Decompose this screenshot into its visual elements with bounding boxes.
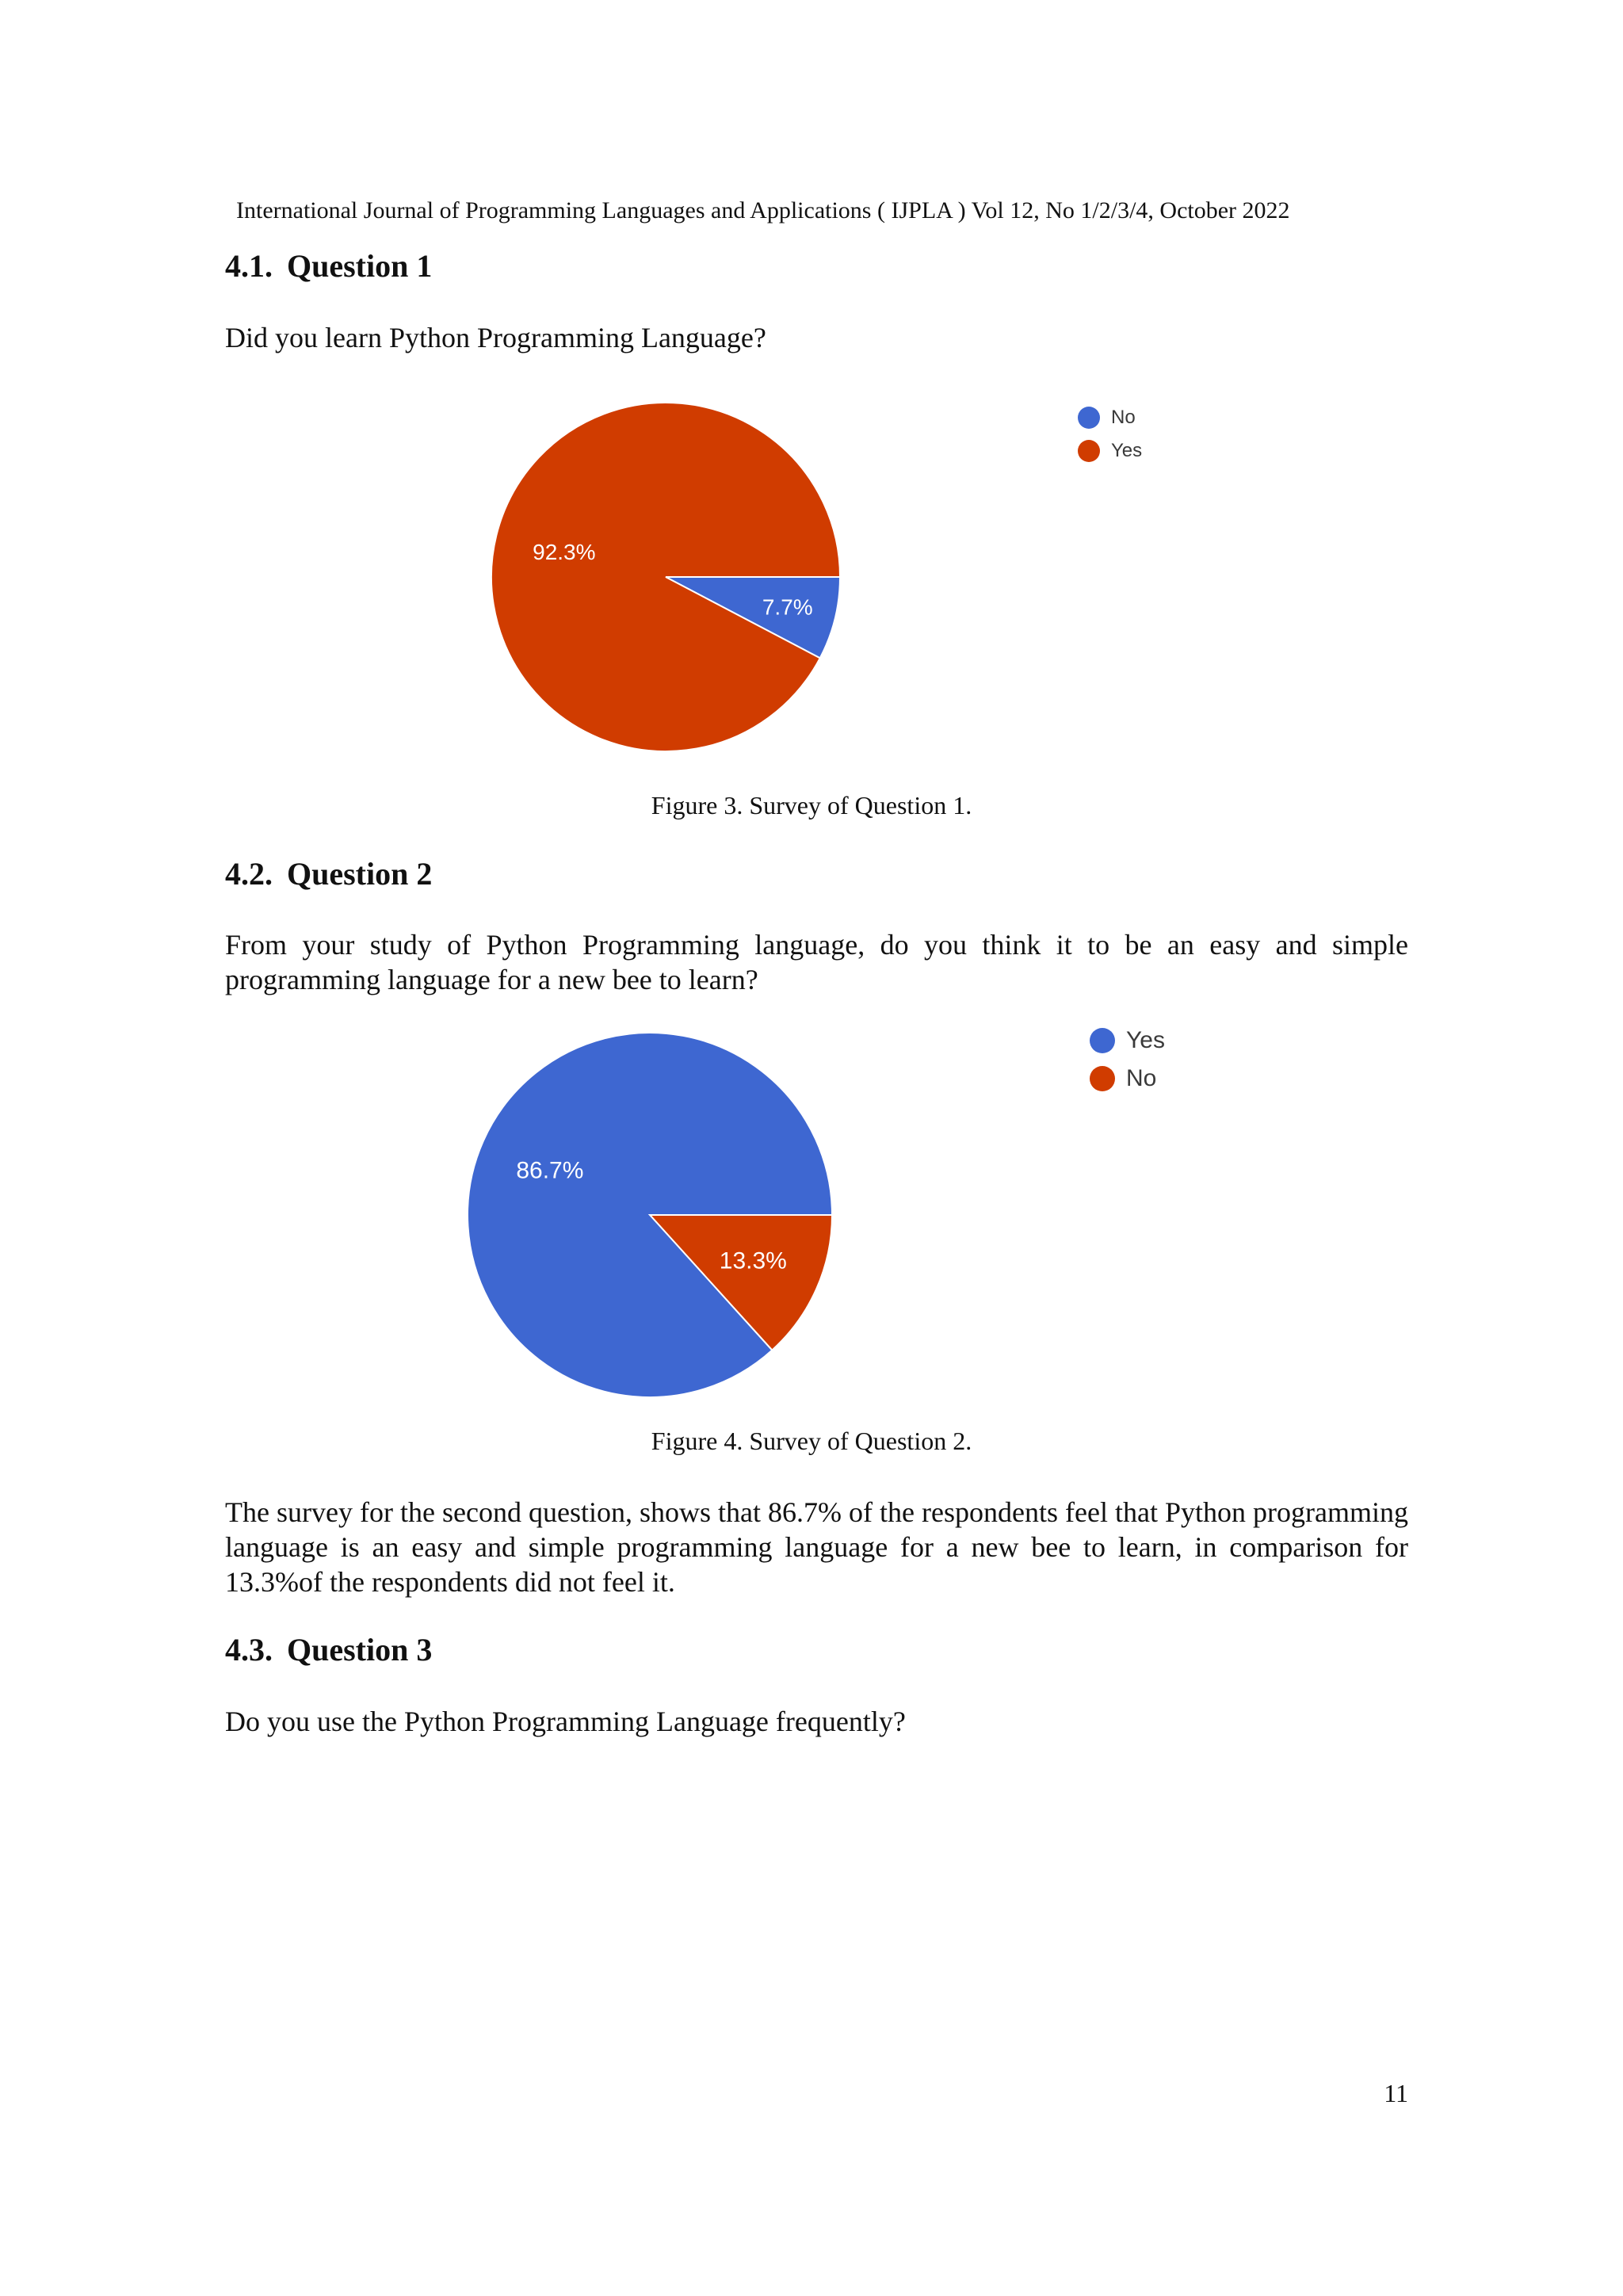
section-number: 4.2. [225, 856, 273, 892]
legend-swatch-yes [1078, 440, 1100, 462]
legend-swatch-no [1090, 1066, 1115, 1091]
legend-swatch-yes [1090, 1028, 1115, 1053]
legend-swatch-no [1078, 407, 1100, 429]
legend-label: No [1111, 407, 1136, 428]
legend-label: Yes [1111, 440, 1143, 461]
section-heading-4-3 [225, 1631, 432, 1668]
legend-item-no [1078, 401, 1142, 434]
section-number: 4.3. [225, 1632, 273, 1668]
question-2-summary: The survey for the second question, shows that 86.7% of the respondents feel that Python programming language is an easy and simple programming language for a new bee to learn, in comparison for 13.3%of the respondents did not feel it. [225, 1496, 1408, 1598]
question-1-text: Did you learn Python Programming Language? [225, 322, 766, 353]
section-title: Question 1 [287, 248, 433, 284]
pie-data-label: 13.3% [719, 1247, 787, 1274]
legend-item-yes [1078, 434, 1142, 468]
section-heading-4-2 [225, 855, 432, 892]
figure-4-caption: Figure 4. Survey of Question 2. [651, 1427, 972, 1455]
section-number: 4.1. [225, 248, 273, 284]
question-2-text: From your study of Python Programming language, do you think it to be an easy and simple programming language for a new bee to learn? [225, 929, 1408, 995]
question-3-text: Do you use the Python Programming Language frequently? [225, 1706, 906, 1737]
legend-label: Yes [1126, 1027, 1165, 1053]
page-number: 11 [1384, 2079, 1408, 2107]
running-head: International Journal of Programming Languages and Applications ( IJPLA ) Vol 12, No 1/2/3/4, October 2022 [236, 197, 1290, 223]
legend-item-no [1090, 1060, 1165, 1098]
figure-3-caption: Figure 3. Survey of Question 1. [651, 791, 972, 819]
section-heading-4-1 [225, 247, 432, 285]
pie-chart-question-1 [491, 403, 840, 751]
section-title: Question 3 [287, 1632, 433, 1668]
legend-label: No [1126, 1065, 1157, 1091]
pie-data-label: 86.7% [516, 1157, 584, 1184]
legend-item-yes [1090, 1022, 1165, 1060]
pie-data-label: 92.3% [533, 539, 596, 564]
pie-chart-question-2 [468, 1033, 832, 1397]
legend-question-1 [1078, 401, 1142, 468]
pie-data-label: 7.7% [762, 594, 813, 620]
section-title: Question 2 [287, 856, 433, 892]
legend-question-2 [1090, 1022, 1165, 1098]
pie-slice-yes [491, 403, 840, 751]
